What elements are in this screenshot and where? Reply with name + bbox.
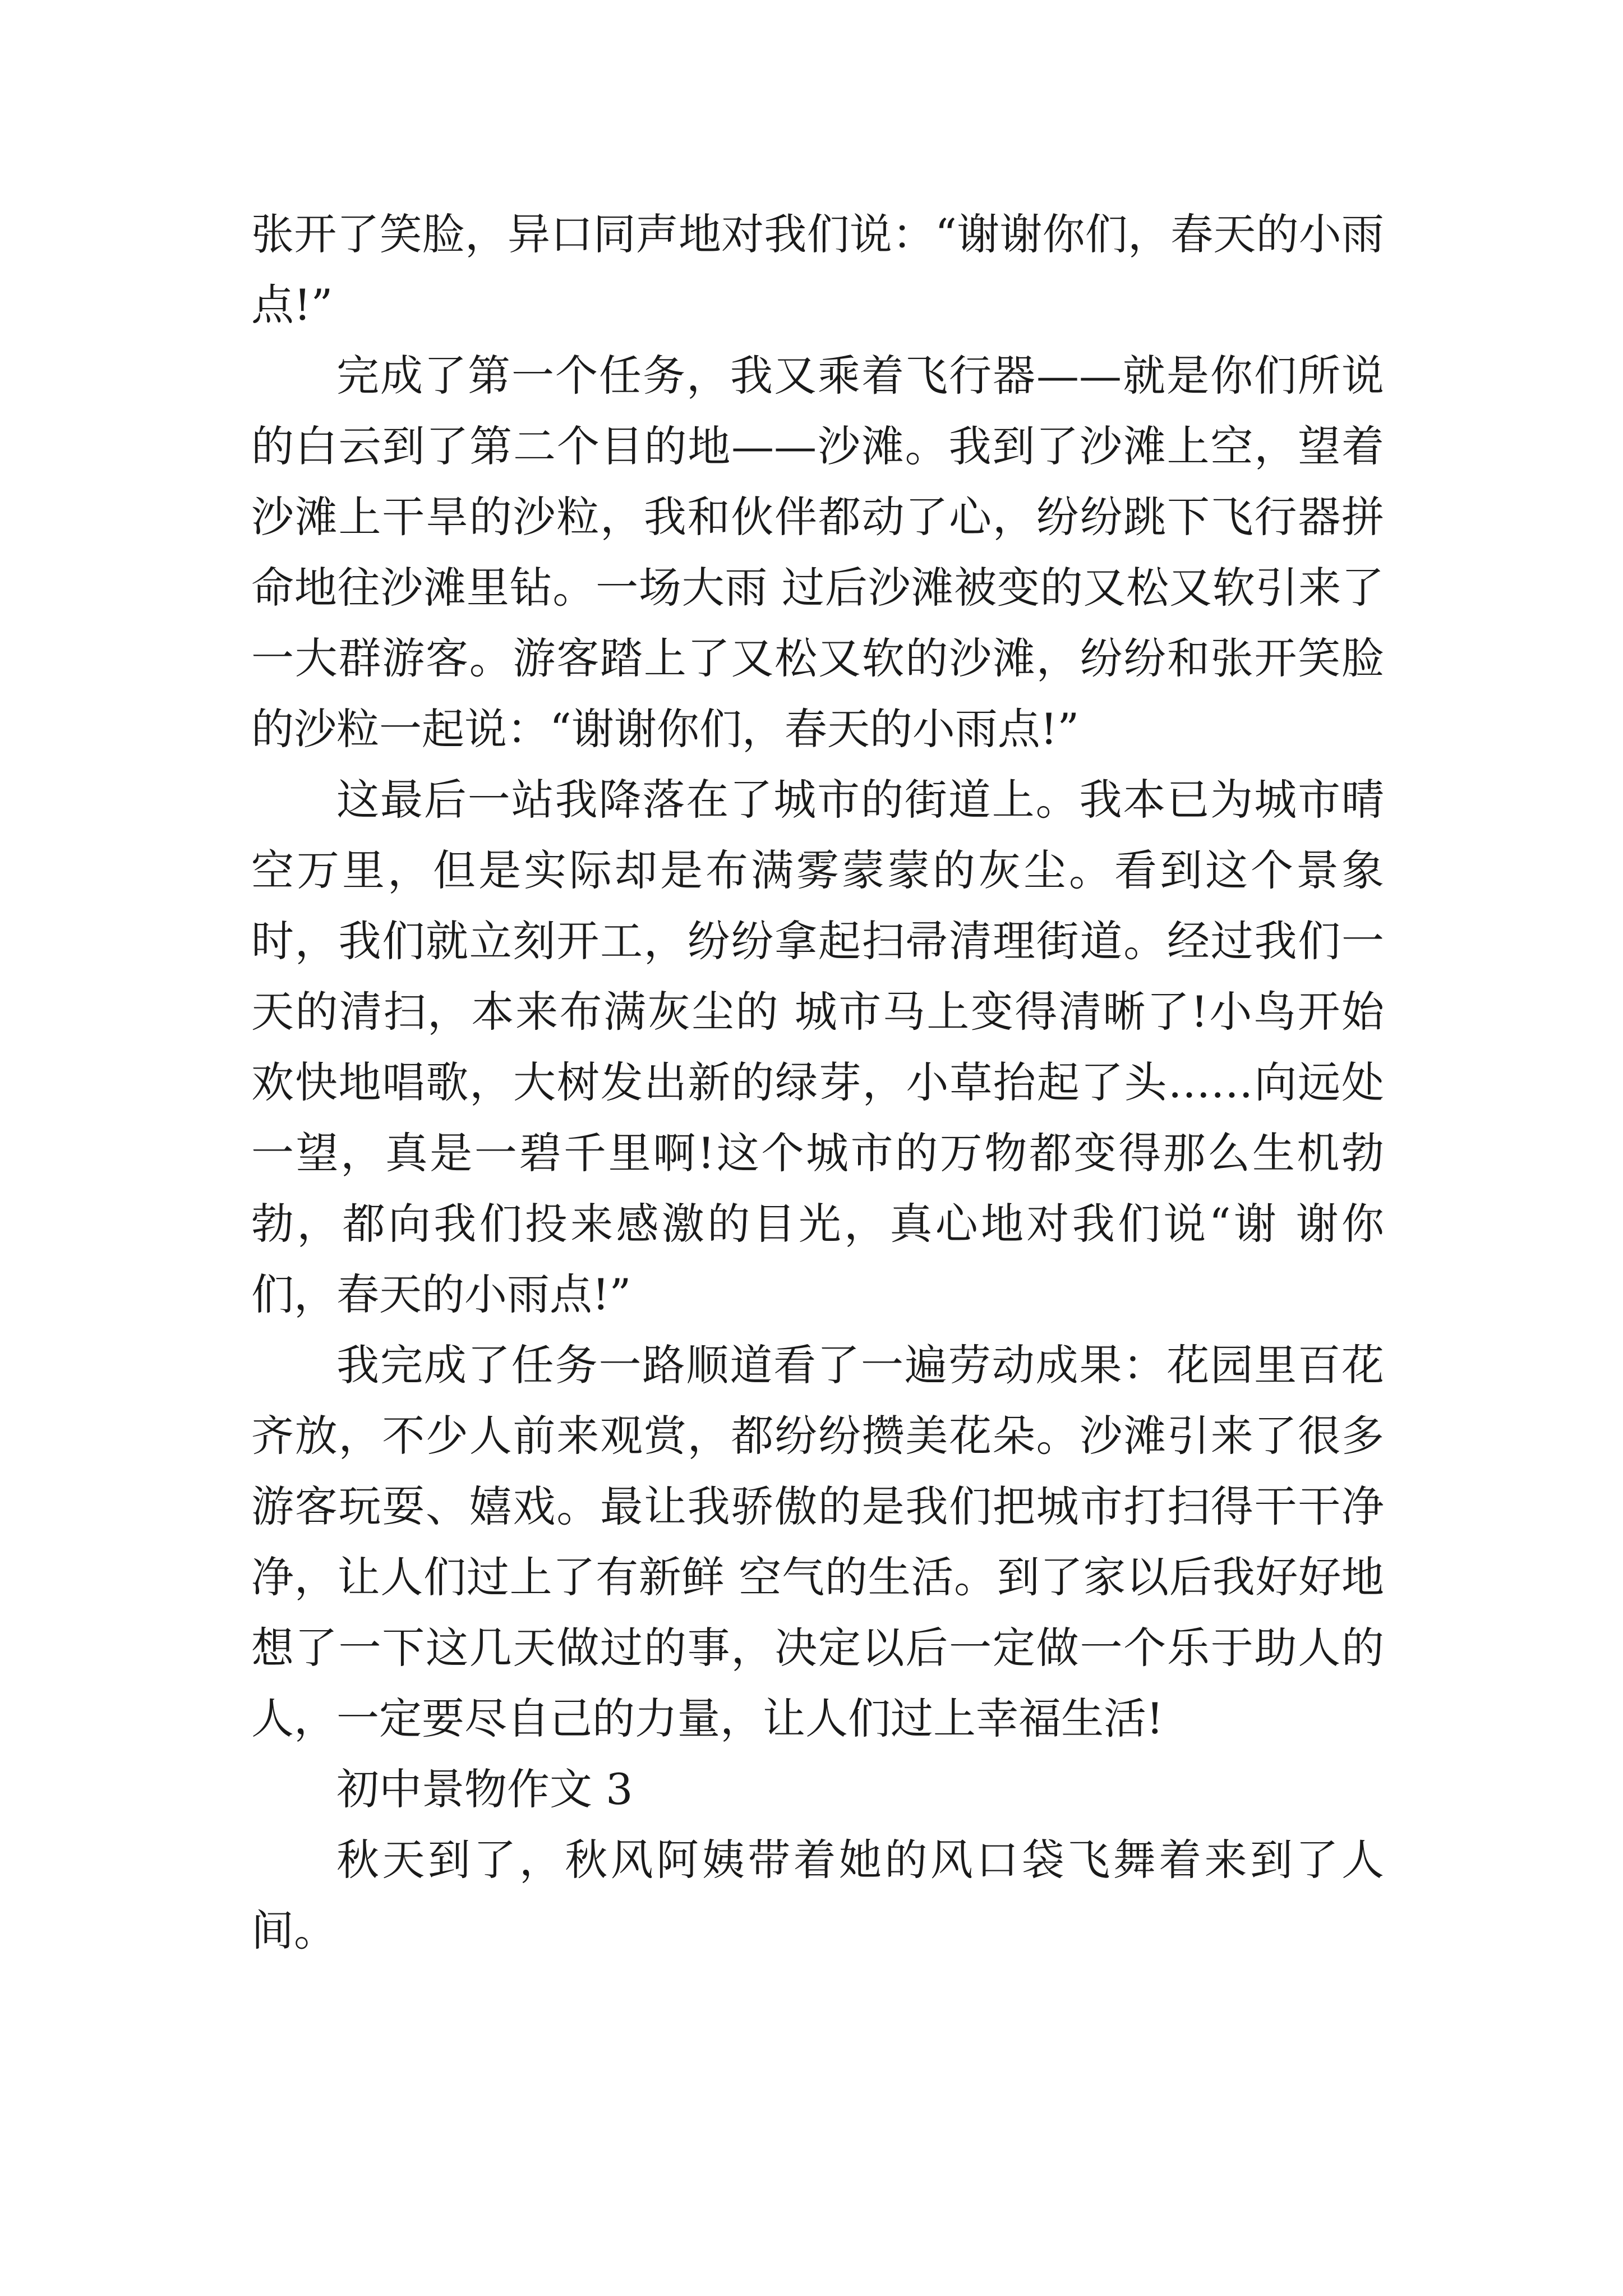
paragraph-4: 我完成了任务一路顺道看了一遍劳动成果：花园里百花齐放，不少人前来观赏，都纷纷攒美花朵。沙滩引来了很多游客玩耍、嬉戏。最让我骄傲的是我们把城市打扫得干干净净，让人们过上了有新鲜 空气的生活。到了家以后我好好地想了一下这几天做过的事，决定以后一定做一个乐于助人的人，一定要尽自己的力量，让人们过上幸福生活! — [251, 1340, 1384, 1743]
paragraph-2: 完成了第一个任务，我又乘着飞行器——就是你们所说的白云到了第二个目的地——沙滩。我到了沙滩上空，望着沙滩上干旱的沙粒，我和伙伴都动了心，纷纷跳下飞行器拼命地往沙滩里钻。一场大雨 过后沙滩被变的又松又软引来了一大群游客。游客踏上了又松又软的沙滩，纷纷和张开笑脸的沙粒一起说：“谢谢你们，春天的小雨点!” — [251, 351, 1384, 754]
paragraph-3: 这最后一站我降落在了城市的街道上。我本已为城市晴空万里，但是实际却是布满雾蒙蒙的灰尘。看到这个景象时，我们就立刻开工，纷纷拿起扫帚清理街道。经过我们一天的清扫，本来布满灰尘的 城市马上变得清晰了!小鸟开始欢快地唱歌，大树发出新的绿芽，小草抬起了头……向远处一望，真是一碧千里啊!这个城市的万物都变得那么生机勃勃，都向我们投来感激的目光，真心地对我们说“谢 谢你们，春天的小雨点!” — [251, 775, 1384, 1319]
section-heading: 初中景物作文 3 — [336, 1764, 633, 1814]
document-body — [251, 199, 1384, 1966]
paragraph-1: 张开了笑脸，异口同声地对我们说：“谢谢你们，春天的小雨点!” — [251, 209, 1384, 330]
paragraph-5: 秋天到了，秋风阿姨带着她的风口袋飞舞着来到了人间。 — [251, 1835, 1384, 1955]
